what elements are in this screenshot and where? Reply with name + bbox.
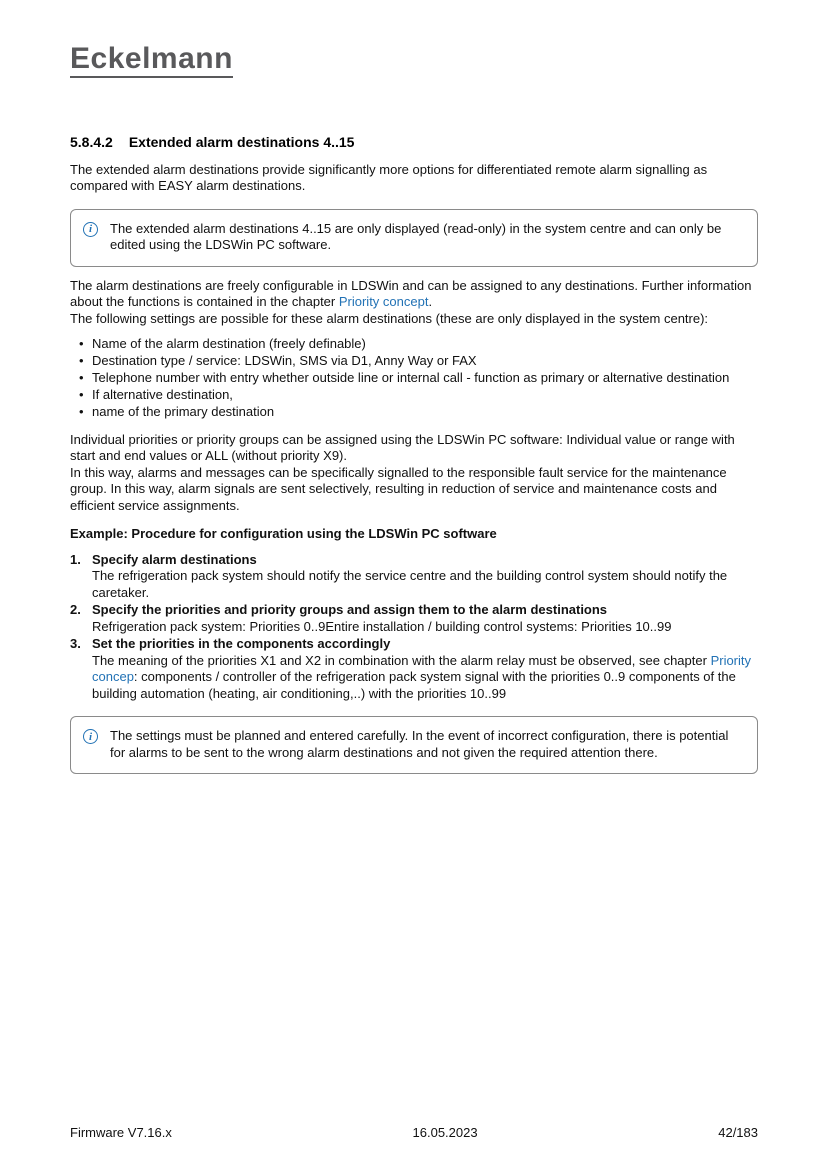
info-icon: i (83, 222, 98, 237)
configuration-text-before-link: The alarm destinations are freely configurable in LDSWin and can be assigned to any destinations. Further information about the functions is contained in the chapter (70, 277, 752, 309)
section-title: Extended alarm destinations 4..15 (128, 134, 355, 150)
list-item: • name of the primary destination (70, 404, 758, 421)
list-item: • If alternative destination, (70, 387, 758, 404)
section-heading (70, 134, 758, 151)
procedure-step (70, 636, 758, 702)
procedure-step (70, 602, 758, 635)
list-item: • Name of the alarm destination (freely definable) (70, 336, 758, 353)
procedure-step-list (70, 552, 758, 703)
step-number: 3. (70, 636, 81, 651)
configuration-text-after-link: . (428, 294, 433, 309)
step-number: 2. (70, 602, 81, 617)
footer-firmware-version: Firmware V7.16.x (70, 1124, 172, 1140)
step-number: 1. (70, 551, 81, 567)
footer-page-number: 42/183 (718, 1124, 758, 1140)
step-body-before-link: The meaning of the priorities X1 and X2 in combination with the alarm relay must be observed, see chapter (92, 652, 711, 668)
priority-concept-link[interactable]: Priority concep (92, 652, 752, 684)
info-box-warning-note (70, 716, 758, 774)
priority-concept-link[interactable]: Priority concept (338, 294, 429, 309)
footer-date: 16.05.2023 (412, 1124, 478, 1140)
step-body: Refrigeration pack system: Priorities 0..9Entire installation / building control systems: Priorities 10..99 (92, 618, 672, 634)
info-box-text: The extended alarm destinations 4..15 are only displayed (read-only) in the system centre and can only be edited using the LDSWin PC software. (110, 220, 722, 252)
info-icon: i (83, 729, 98, 744)
priorities-paragraph (70, 432, 758, 515)
step-title: Specify alarm destinations (92, 551, 257, 567)
example-heading: Example: Procedure for configuration using the LDSWin PC software (70, 526, 497, 541)
procedure-step (70, 552, 758, 602)
settings-bullet-list (70, 336, 758, 421)
eckelmann-logo (70, 44, 233, 78)
page-footer (70, 1125, 758, 1142)
logo-text: Eckelmann (70, 42, 233, 75)
step-title: Specify the priorities and priority groups and assign them to the alarm destinations (92, 602, 608, 617)
configuration-paragraph (70, 278, 758, 328)
info-box-readonly-note (70, 209, 758, 267)
step-body: The refrigeration pack system should notify the service centre and the building control system should notify the caretaker. (92, 568, 728, 600)
info-box-text: The settings must be planned and entered carefully. In the event of incorrect configuration, there is potential for alarms to be sent to the wrong alarm destinations and not given the required attention there. (110, 728, 729, 760)
settings-intro-line: The following settings are possible for these alarm destinations (these are only displayed in the system centre): (70, 310, 709, 326)
page-content (70, 0, 758, 774)
priorities-sentence-2: In this way, alarms and messages can be specifically signalled to the responsible fault service for the maintenance group. In this way, alarm signals are sent selectively, resulting in reduction of service and maintenance costs and efficient service assignments. (70, 464, 727, 513)
list-item: • Telephone number with entry whether outside line or internal call - function as primary or alternative destination (70, 370, 758, 387)
step-body-after-link: : components / controller of the refrigeration pack system signal with the priorities 0..9 components of the building automation (heating, air conditioning,..) with the priorities 10..99 (92, 669, 736, 701)
intro-paragraph: The extended alarm destinations provide significantly more options for differentiated remote alarm signalling as compared with EASY alarm destinations. (70, 161, 708, 193)
step-body (92, 653, 758, 703)
list-item: • Destination type / service: LDSWin, SMS via D1, Anny Way or FAX (70, 353, 758, 370)
priorities-sentence-1: Individual priorities or priority groups can be assigned using the LDSWin PC software: Individual value or range with start and end values or ALL (without priority X9). (70, 431, 735, 463)
step-title: Set the priorities in the components accordingly (92, 636, 391, 651)
section-number: 5.8.4.2 (70, 134, 113, 150)
